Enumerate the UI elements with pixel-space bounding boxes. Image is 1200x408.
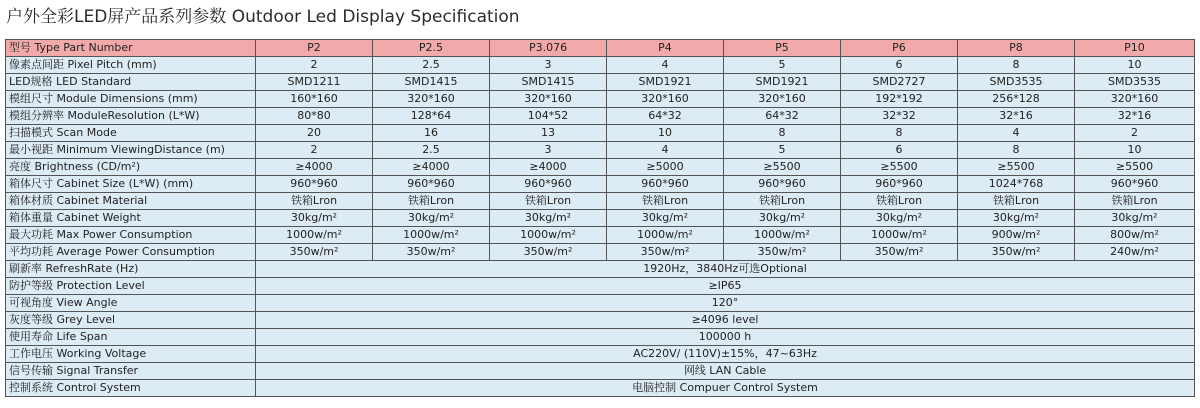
table-cell: 128*64 <box>373 108 490 125</box>
table-cell: 350w/m² <box>841 244 958 261</box>
table-cell: 2 <box>1075 125 1195 142</box>
table-row-shared <box>6 346 1195 363</box>
table-cell: 960*960 <box>724 176 841 193</box>
table-cell: 铁箱Lron <box>1075 193 1195 210</box>
table-cell: 铁箱Lron <box>958 193 1075 210</box>
table-row-shared <box>6 295 1195 312</box>
table-cell: 320*160 <box>1075 91 1195 108</box>
table-cell: 4 <box>607 57 724 74</box>
shared-value-cell: ≥4096 level <box>256 312 1195 329</box>
row-label-cell: 信号传输 Signal Transfer <box>6 363 256 380</box>
row-label-cell: 像素点间距 Pixel Pitch (mm) <box>6 57 256 74</box>
table-cell: 240w/m² <box>1075 244 1195 261</box>
row-label-cell: 可视角度 View Angle <box>6 295 256 312</box>
row-label-cell: 刷新率 RefreshRate (Hz) <box>6 261 256 278</box>
row-label-cell: 灰度等级 Grey Level <box>6 312 256 329</box>
table-cell: 铁箱Lron <box>607 193 724 210</box>
table-cell: 铁箱Lron <box>373 193 490 210</box>
spec-table <box>5 39 1195 397</box>
table-cell: ≥5500 <box>1075 159 1195 176</box>
table-cell: 350w/m² <box>724 244 841 261</box>
header-model-cell: P2 <box>256 40 373 57</box>
table-cell: 30kg/m² <box>373 210 490 227</box>
table-cell: 800w/m² <box>1075 227 1195 244</box>
row-label-cell: 扫描模式 Scan Mode <box>6 125 256 142</box>
table-cell: 4 <box>958 125 1075 142</box>
table-cell: 160*160 <box>256 91 373 108</box>
table-cell: 1000w/m² <box>607 227 724 244</box>
table-cell: ≥5500 <box>958 159 1075 176</box>
table-cell: ≥4000 <box>490 159 607 176</box>
row-label-cell: 防护等级 Protection Level <box>6 278 256 295</box>
table-row-shared <box>6 261 1195 278</box>
table-cell: 960*960 <box>607 176 724 193</box>
table-cell: 8 <box>841 125 958 142</box>
shared-value-cell: 电脑控制 Compuer Control System <box>256 380 1195 397</box>
table-cell: 1000w/m² <box>256 227 373 244</box>
table-header-row <box>6 40 1195 57</box>
table-row <box>6 210 1195 227</box>
shared-value-cell: 网线 LAN Cable <box>256 363 1195 380</box>
table-row <box>6 74 1195 91</box>
table-row <box>6 125 1195 142</box>
shared-value-cell: ≥IP65 <box>256 278 1195 295</box>
table-cell: SMD3535 <box>958 74 1075 91</box>
table-cell: 350w/m² <box>490 244 607 261</box>
table-cell: 2 <box>256 142 373 159</box>
table-cell: 104*52 <box>490 108 607 125</box>
header-model-cell: P8 <box>958 40 1075 57</box>
table-row-shared <box>6 380 1195 397</box>
table-cell: 30kg/m² <box>490 210 607 227</box>
row-label-cell: 工作电压 Working Voltage <box>6 346 256 363</box>
table-cell: 1000w/m² <box>490 227 607 244</box>
table-cell: SMD1921 <box>607 74 724 91</box>
row-label-cell: 亮度 Brightness (CD/m²) <box>6 159 256 176</box>
table-cell: 960*960 <box>841 176 958 193</box>
table-cell: 铁箱Lron <box>256 193 373 210</box>
table-cell: 6 <box>841 57 958 74</box>
table-cell: ≥5500 <box>724 159 841 176</box>
table-cell: 80*80 <box>256 108 373 125</box>
table-cell: 3 <box>490 142 607 159</box>
table-cell: 8 <box>958 57 1075 74</box>
table-cell: 5 <box>724 142 841 159</box>
row-label-cell: 最小视距 Minimum ViewingDistance (m) <box>6 142 256 159</box>
shared-value-cell: 1920Hz，3840Hz可选Optional <box>256 261 1195 278</box>
table-row <box>6 176 1195 193</box>
table-cell: 铁箱Lron <box>724 193 841 210</box>
row-label-cell: 使用寿命 Life Span <box>6 329 256 346</box>
row-label-cell: LED规格 LED Standard <box>6 74 256 91</box>
table-cell: SMD1415 <box>373 74 490 91</box>
table-row-shared <box>6 312 1195 329</box>
table-cell: 32*16 <box>958 108 1075 125</box>
table-cell: 30kg/m² <box>841 210 958 227</box>
table-cell: 10 <box>1075 57 1195 74</box>
row-label-cell: 平均功耗 Average Power Consumption <box>6 244 256 261</box>
table-cell: 8 <box>724 125 841 142</box>
header-model-cell: P5 <box>724 40 841 57</box>
shared-value-cell: 120° <box>256 295 1195 312</box>
table-row <box>6 159 1195 176</box>
table-row-shared <box>6 278 1195 295</box>
table-row <box>6 91 1195 108</box>
table-cell: 64*32 <box>607 108 724 125</box>
table-cell: 30kg/m² <box>607 210 724 227</box>
table-cell: 320*160 <box>373 91 490 108</box>
table-row <box>6 57 1195 74</box>
table-cell: 350w/m² <box>373 244 490 261</box>
table-cell: 30kg/m² <box>958 210 1075 227</box>
table-cell: 900w/m² <box>958 227 1075 244</box>
table-cell: 2 <box>256 57 373 74</box>
table-cell: 1024*768 <box>958 176 1075 193</box>
table-row <box>6 244 1195 261</box>
table-cell: 10 <box>607 125 724 142</box>
table-cell: 铁箱Lron <box>490 193 607 210</box>
table-cell: SMD2727 <box>841 74 958 91</box>
table-cell: SMD1415 <box>490 74 607 91</box>
table-cell: 2.5 <box>373 142 490 159</box>
table-cell: ≥4000 <box>373 159 490 176</box>
table-cell: 960*960 <box>490 176 607 193</box>
shared-value-cell: 100000 h <box>256 329 1195 346</box>
table-row <box>6 227 1195 244</box>
table-row <box>6 108 1195 125</box>
table-cell: 铁箱Lron <box>841 193 958 210</box>
table-cell: 192*192 <box>841 91 958 108</box>
row-label-cell: 模组尺寸 Module Dimensions (mm) <box>6 91 256 108</box>
table-cell: 30kg/m² <box>724 210 841 227</box>
table-cell: 320*160 <box>607 91 724 108</box>
table-cell: 32*32 <box>841 108 958 125</box>
table-cell: 2.5 <box>373 57 490 74</box>
table-row <box>6 193 1195 210</box>
table-cell: 20 <box>256 125 373 142</box>
table-cell: 10 <box>1075 142 1195 159</box>
table-cell: 32*16 <box>1075 108 1195 125</box>
page-title: 户外全彩LED屏产品系列参数 Outdoor Led Display Specification <box>6 7 520 27</box>
table-cell: 960*960 <box>1075 176 1195 193</box>
table-cell: 4 <box>607 142 724 159</box>
row-label-cell: 控制系统 Control System <box>6 380 256 397</box>
row-label-cell: 箱体尺寸 Cabinet Size (L*W) (mm) <box>6 176 256 193</box>
table-cell: 256*128 <box>958 91 1075 108</box>
header-model-cell: P10 <box>1075 40 1195 57</box>
table-cell: 16 <box>373 125 490 142</box>
table-cell: 1000w/m² <box>724 227 841 244</box>
table-row <box>6 142 1195 159</box>
header-model-cell: P3.076 <box>490 40 607 57</box>
table-cell: 350w/m² <box>958 244 1075 261</box>
table-cell: 30kg/m² <box>1075 210 1195 227</box>
row-label-cell: 箱体材质 Cabinet Material <box>6 193 256 210</box>
table-cell: 1000w/m² <box>373 227 490 244</box>
table-cell: ≥5500 <box>841 159 958 176</box>
table-cell: 6 <box>841 142 958 159</box>
row-label-cell: 最大功耗 Max Power Consumption <box>6 227 256 244</box>
row-label-cell: 箱体重量 Cabinet Weight <box>6 210 256 227</box>
table-cell: 5 <box>724 57 841 74</box>
table-cell: 960*960 <box>256 176 373 193</box>
table-cell: 320*160 <box>490 91 607 108</box>
shared-value-cell: AC220V/ (110V)±15%，47~63Hz <box>256 346 1195 363</box>
table-cell: 320*160 <box>724 91 841 108</box>
table-cell: 350w/m² <box>256 244 373 261</box>
header-model-cell: P2.5 <box>373 40 490 57</box>
table-cell: ≥4000 <box>256 159 373 176</box>
table-cell: 8 <box>958 142 1075 159</box>
row-label-cell: 模组分辨率 ModuleResolution (L*W) <box>6 108 256 125</box>
table-cell: 13 <box>490 125 607 142</box>
table-cell: SMD3535 <box>1075 74 1195 91</box>
table-cell: 350w/m² <box>607 244 724 261</box>
header-label-cell: 型号 Type Part Number <box>6 40 256 57</box>
header-model-cell: P6 <box>841 40 958 57</box>
header-model-cell: P4 <box>607 40 724 57</box>
table-cell: 3 <box>490 57 607 74</box>
table-cell: SMD1921 <box>724 74 841 91</box>
table-cell: 960*960 <box>373 176 490 193</box>
table-row-shared <box>6 363 1195 380</box>
table-row-shared <box>6 329 1195 346</box>
table-cell: ≥5000 <box>607 159 724 176</box>
table-cell: SMD1211 <box>256 74 373 91</box>
table-cell: 30kg/m² <box>256 210 373 227</box>
table-cell: 1000w/m² <box>841 227 958 244</box>
table-cell: 64*32 <box>724 108 841 125</box>
